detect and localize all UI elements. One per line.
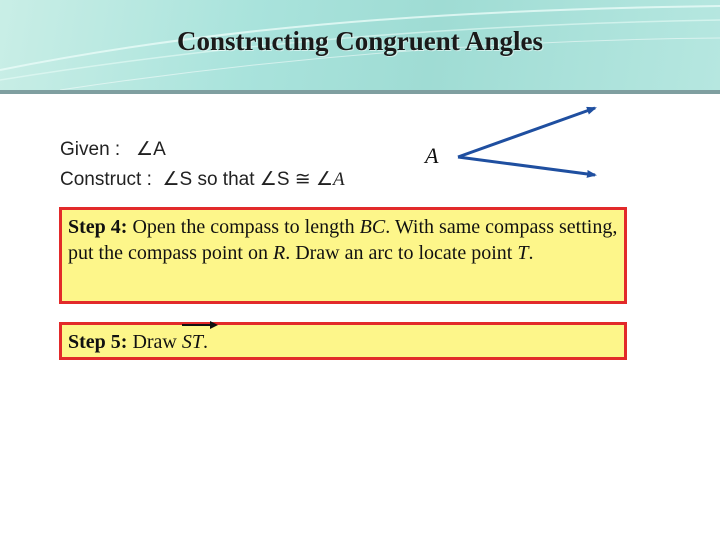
angle-symbol-icon: ∠: [136, 139, 154, 160]
step-4-box: [59, 207, 627, 304]
page-title: Constructing Congruent Angles: [176, 26, 544, 56]
given-angle-name: A: [153, 139, 166, 160]
angle-symbol-icon: ∠: [162, 169, 180, 190]
lower-ray: [458, 157, 595, 175]
construct-label: Construct :: [60, 169, 152, 190]
step-4-text-4: .: [528, 242, 534, 264]
ray-st: ST: [181, 331, 204, 353]
angle-symbol-icon: ∠: [315, 169, 334, 190]
congruent-symbol-icon: ≅: [294, 169, 311, 190]
upper-ray: [458, 108, 595, 157]
construct-angle-name: S: [179, 169, 193, 190]
point-r: R: [272, 242, 286, 264]
given-label: Given :: [60, 139, 121, 160]
so-that-text: so that: [197, 169, 255, 190]
step-5-label: Step 5:: [68, 331, 128, 353]
step-5-box: [59, 322, 627, 360]
step-5-text-2: .: [203, 331, 209, 353]
step-5-text-1: Draw: [127, 331, 182, 353]
step-4-text-1: Open the compass to length: [127, 216, 360, 238]
step-4-text-3: . Draw an arc to locate point: [285, 242, 518, 264]
vertex-label: A: [425, 143, 439, 168]
point-t: T: [517, 242, 529, 264]
step-4-text-2: . With same compass setting, put the compass point on: [68, 216, 618, 264]
segment-bc: BC: [359, 216, 386, 238]
step-4-label: Step 4:: [68, 216, 128, 238]
relation-right-name: A: [333, 169, 345, 190]
ray-arrow-icon: [180, 320, 220, 330]
ray-st-notation: [182, 329, 203, 355]
relation-left: ∠S: [259, 169, 290, 190]
